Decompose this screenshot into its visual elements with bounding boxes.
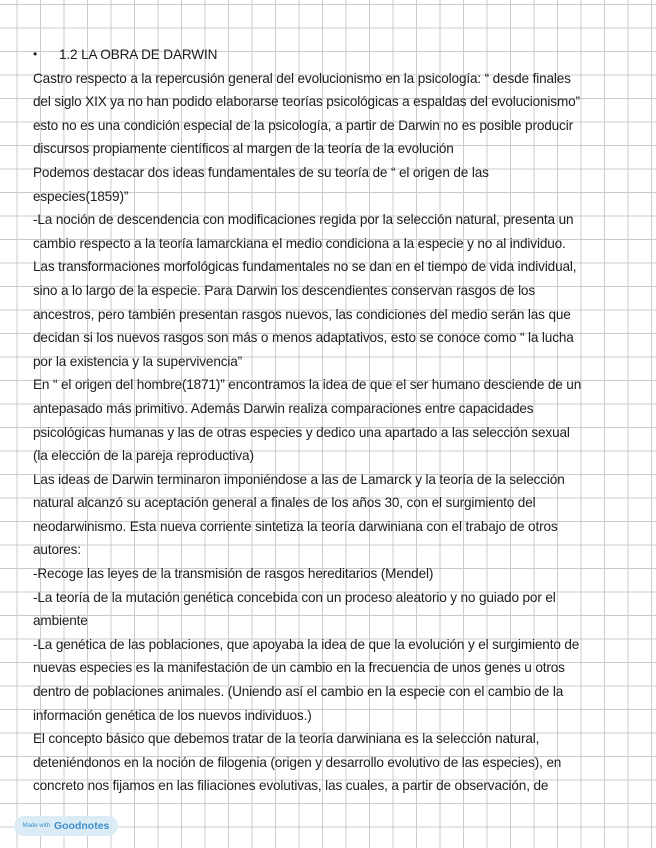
text-line: autores: (33, 542, 81, 558)
text-line: Las transformaciones morfológicas fundamentales no se dan en el tiempo de vida individual, (33, 259, 577, 275)
text-line: por la existencia y la supervivencia” (33, 353, 243, 369)
text-line: natural alcanzó su aceptación general a finales de los años 30, con el surgimiento del (33, 495, 536, 511)
text-line: del siglo XIX ya no han podido elaborarse teorías psicológicas a espaldas del evolucionismo” (33, 94, 580, 110)
goodnotes-watermark (14, 816, 118, 836)
text-line: ancestros, pero también presentan rasgos nuevos, las condiciones del medio serán las que (33, 306, 571, 322)
section-heading (33, 43, 629, 67)
text-line: -La noción de descendencia con modificaciones regida por la selección natural, presenta un (33, 212, 574, 228)
text-line: Las ideas de Darwin terminaron imponiéndose a las de Lamarck y la teoría de la selección (33, 471, 565, 487)
text-line: Podemos destacar dos ideas fundamentales de su teoría de “ el origen de las (33, 164, 489, 180)
text-line: esto no es una condición especial de la psicología, a partir de Darwin no es posible producir (33, 117, 573, 133)
text-line: (la elección de la pareja reproductiva) (33, 448, 254, 464)
text-line: información genética de los nuevos individuos.) (33, 707, 312, 723)
text-line: -La genética de las poblaciones, que apoyaba la idea de que la evolución y el surgimiento de (33, 636, 580, 652)
text-line: discursos propiamente científicos al margen de la teoría de la evolución (33, 141, 454, 157)
text-line: Castro respecto a la repercusión general del evolucionismo en la psicología: “ desde finales (33, 70, 571, 86)
text-line: El concepto básico que debemos tratar de la teoría darwiniana es la selección natural, (33, 731, 540, 747)
body-text (33, 67, 629, 798)
text-line: deteniéndonos en la noción de filogenia (origen y desarrollo evolutivo de las especies), en (33, 754, 562, 770)
text-line: cambio respecto a la teoría lamarckiana el medio condiciona a la especie y no al individuo. (33, 235, 566, 251)
text-line: concreto nos fijamos en las filiaciones evolutivas, las cuales, a partir de observación, de (33, 778, 549, 794)
text-line: neodarwinismo. Esta nueva corriente sintetiza la teoría darwiniana con el trabajo de otros (33, 518, 558, 534)
document-page (33, 43, 629, 798)
text-line: antepasado más primitivo. Además Darwin realiza comparaciones entre capacidades (33, 400, 534, 416)
text-line: En “ el origen del hombre(1871)” encontramos la idea de que el ser humano desciende de un (33, 377, 582, 393)
goodnotes-logo: Goodnotes (53, 820, 110, 832)
text-line: decidan si los nuevos rasgos son más o menos adaptativos, esto se conoce como “ la lucha (33, 330, 574, 346)
text-line: -La teoría de la mutación genética concebida con un proceso aleatorio y no guiado por el (33, 589, 556, 605)
text-line: especies(1859)” (33, 188, 129, 204)
text-line: dentro de poblaciones animales. (Uniendo así el cambio en la especie con el cambio de la (33, 684, 564, 700)
text-line: psicológicas humanas y las de otras especies y dedico una apartado a las selección sexual (33, 424, 570, 440)
text-line: sino a lo largo de la especie. Para Darwin los descendientes conservan rasgos de los (33, 282, 535, 298)
text-line: ambiente (33, 613, 88, 629)
watermark-prefix: Made with (22, 823, 50, 829)
text-line: -Recoge las leyes de la transmisión de rasgos hereditarios (Mendel) (33, 566, 434, 582)
bullet-icon: • (33, 47, 38, 61)
heading-text: 1.2 LA OBRA DE DARWIN (59, 47, 218, 62)
text-line: nuevas especies es la manifestación de un cambio en la frecuencia de unos genes u otros (33, 660, 565, 676)
